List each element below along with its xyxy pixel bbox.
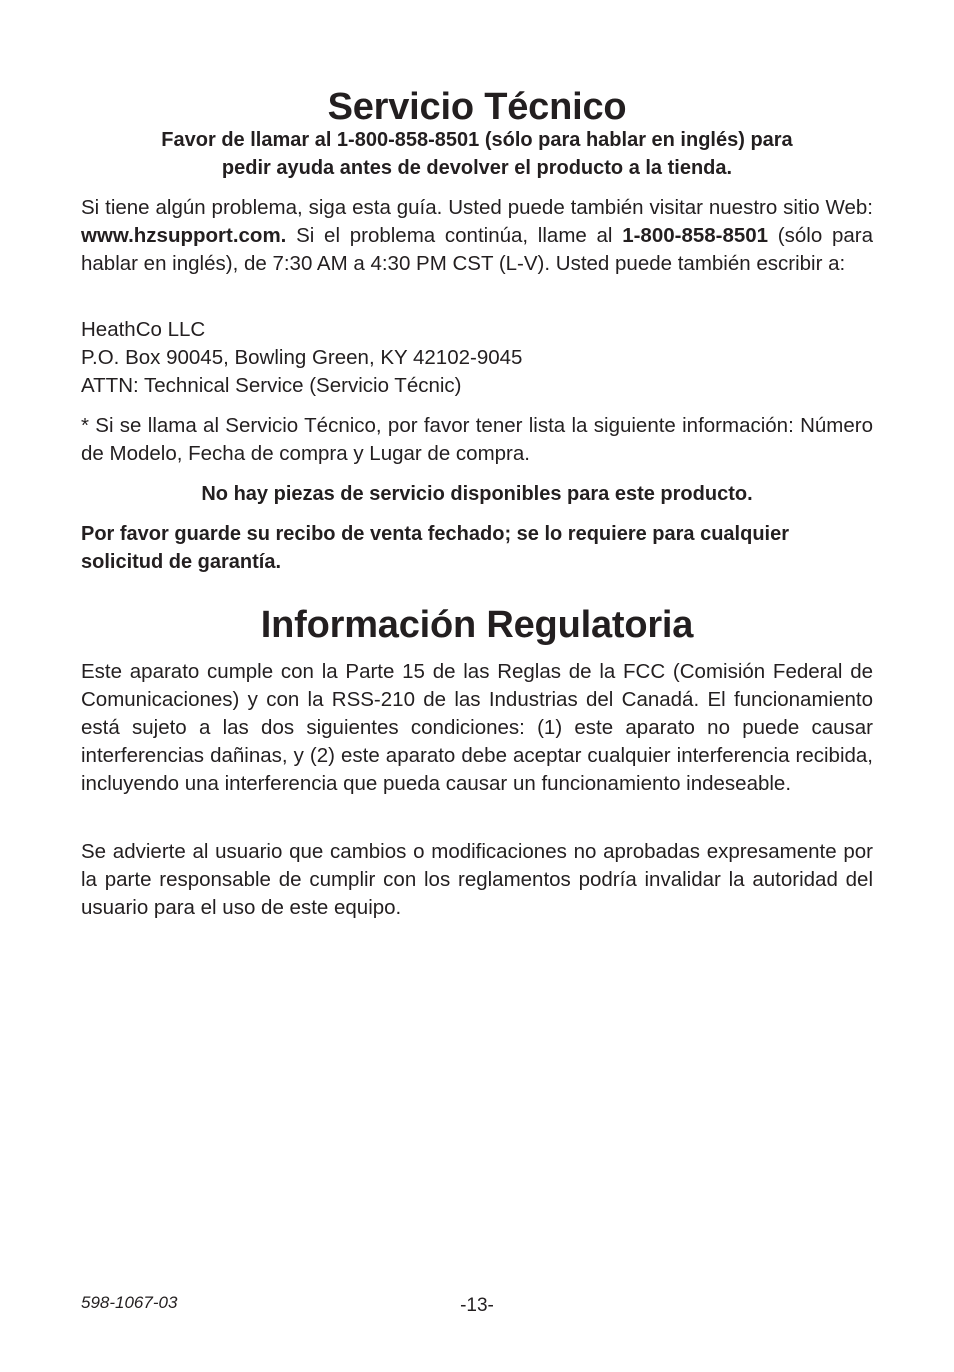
address-line-1: HeathCo LLC: [81, 318, 206, 341]
website-link[interactable]: www.hzsupport.com.: [81, 224, 287, 247]
fcc-paragraph: Este aparato cumple con la Parte 15 de las Reglas de la FCC (Comisión Federal de Comunicaciones) y con la RSS-210 de las Industrias del Canadá. El funcionamiento está sujeto a las dos siguientes condiciones: (1) este aparato no puede causar interferencias dañinas, y (2) este aparato debe aceptar cualquier interferencia recibida, incluyendo una interferencia que pueda causar un funcionamiento indeseable.: [81, 660, 873, 795]
mailing-address: [81, 316, 873, 400]
address-line-3: ATTN: Technical Service (Servicio Técnic): [81, 374, 462, 397]
document-code: 598-1067-03: [81, 1293, 178, 1312]
call-intro-line-1: Favor de llamar al 1-800-858-8501 (sólo para hablar en inglés) para: [161, 129, 793, 151]
guide-text-1: Si tiene algún problema, siga esta guía. Usted puede también visitar nuestro sitio Web:: [81, 196, 873, 219]
guide-text-3: (sólo para hablar en inglés), de 7:30 AM a 4:30 PM CST (L-V). Usted puede también escribir a:: [81, 224, 873, 275]
informacion-regulatoria-heading: Información Regulatoria: [260, 604, 694, 646]
guide-text-2: Si el problema continúa, llame al: [286, 224, 623, 247]
advice-paragraph: Se advierte al usuario que cambios o modificaciones no aprobadas expresamente por la parte responsable de cumplir con los reglamentos podría invalidar la autoridad del usuario para el uso de este equipo.: [81, 840, 873, 919]
receipt-notice: Por favor guarde su recibo de venta fechado; se lo requiere para cualquier solicitud de garantía.: [81, 523, 789, 573]
info-note: * Si se llama al Servicio Técnico, por favor tener lista la siguiente información: Número de Modelo, Fecha de compra y Lugar de compra.: [81, 414, 873, 465]
call-intro-line-2: pedir ayuda antes de devolver el producto a la tienda.: [221, 157, 733, 179]
guide-paragraph: [81, 194, 873, 278]
no-parts-notice: No hay piezas de servicio disponibles para este producto.: [201, 483, 753, 505]
call-intro: [81, 126, 873, 182]
support-phone: 1-800-858-8501: [622, 224, 769, 247]
page-number: -13-: [460, 1295, 494, 1316]
address-line-2: P.O. Box 90045, Bowling Green, KY 42102-9045: [81, 346, 523, 369]
servicio-tecnico-heading: Servicio Técnico: [327, 86, 627, 128]
